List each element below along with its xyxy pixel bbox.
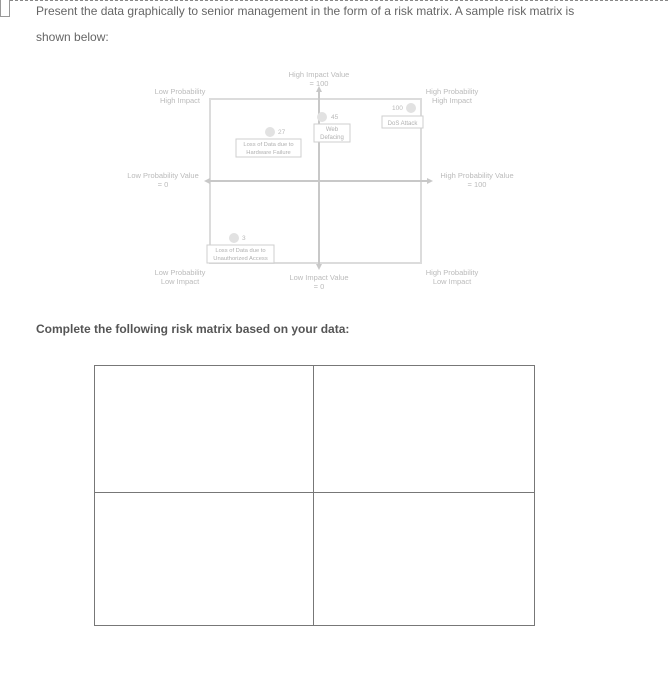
matrix-cell-top-left[interactable] bbox=[95, 366, 314, 493]
corner-label-top-left-line-1: Low Probability bbox=[154, 87, 206, 96]
axis-label-bottom bbox=[280, 273, 358, 291]
axis-label-top bbox=[280, 70, 358, 88]
sample-risk-matrix bbox=[0, 0, 668, 300]
risk-value-web: 45 bbox=[331, 114, 339, 121]
blank-risk-matrix-table bbox=[94, 365, 535, 626]
intro-line-1: Present the data graphically to senior management in the form of a risk matrix. A sample risk matrix is bbox=[36, 4, 575, 18]
axis-label-left bbox=[118, 171, 208, 189]
risk-label-dos: DoS Attack bbox=[387, 121, 418, 127]
corner-label-bottom-left bbox=[143, 268, 217, 286]
matrix-cell-bottom-right[interactable] bbox=[314, 493, 534, 625]
matrix-cell-bottom-left[interactable] bbox=[95, 493, 314, 625]
risk-label-web-2: Defacing bbox=[320, 135, 344, 141]
risk-value-unauthorized: 3 bbox=[242, 235, 246, 242]
risk-value-dos: 100 bbox=[392, 105, 403, 112]
risk-label-unauthorized-1: Loss of Data due to bbox=[215, 248, 266, 254]
axis-label-bottom-line-1: Low Impact Value bbox=[289, 273, 349, 282]
axis-label-bottom-line-2: = 0 bbox=[313, 282, 325, 291]
intro-line-2: shown below: bbox=[36, 30, 109, 44]
corner-label-bottom-right bbox=[415, 268, 489, 286]
axis-label-left-line-2: = 0 bbox=[157, 180, 169, 189]
corner-label-bottom-right-line-1: High Probability bbox=[425, 268, 479, 277]
axis-label-right-line-2: = 100 bbox=[467, 180, 487, 189]
axis-label-top-line-2: = 100 bbox=[309, 79, 329, 88]
axis-label-right bbox=[432, 171, 522, 189]
matrix-cell-top-right[interactable] bbox=[314, 366, 534, 493]
corner-label-bottom-left-line-1: Low Probability bbox=[154, 268, 206, 277]
risk-dot-unauthorized bbox=[229, 233, 239, 243]
risk-dot-web bbox=[317, 112, 327, 122]
risk-label-unauthorized-2: Unauthorized Access bbox=[213, 256, 268, 262]
axis-label-right-line-1: High Probability Value bbox=[440, 171, 514, 180]
corner-label-bottom-right-line-2: Low Impact bbox=[432, 277, 472, 286]
corner-label-top-right bbox=[415, 87, 489, 105]
risk-dot-hardware bbox=[265, 127, 275, 137]
corner-label-top-left-line-2: High Impact bbox=[159, 96, 201, 105]
axis-label-left-line-1: Low Probability Value bbox=[127, 171, 199, 180]
sample-matrix-graphic bbox=[0, 0, 668, 300]
risk-value-hardware: 27 bbox=[278, 129, 286, 136]
corner-label-top-left bbox=[143, 87, 217, 105]
risk-label-hardware-1: Loss of Data due to bbox=[243, 142, 294, 148]
instruction-heading: Complete the following risk matrix based on your data: bbox=[36, 322, 350, 336]
corner-label-top-right-line-1: High Probability bbox=[425, 87, 479, 96]
risk-label-web-1: Web bbox=[325, 127, 339, 133]
corner-label-top-right-line-2: High Impact bbox=[431, 96, 473, 105]
axis-label-top-line-1: High Impact Value bbox=[288, 70, 350, 79]
risk-label-hardware-2: Hardware Failure bbox=[246, 150, 291, 156]
axis-arrow-bottom bbox=[316, 264, 322, 270]
corner-label-bottom-left-line-2: Low Impact bbox=[160, 277, 200, 286]
